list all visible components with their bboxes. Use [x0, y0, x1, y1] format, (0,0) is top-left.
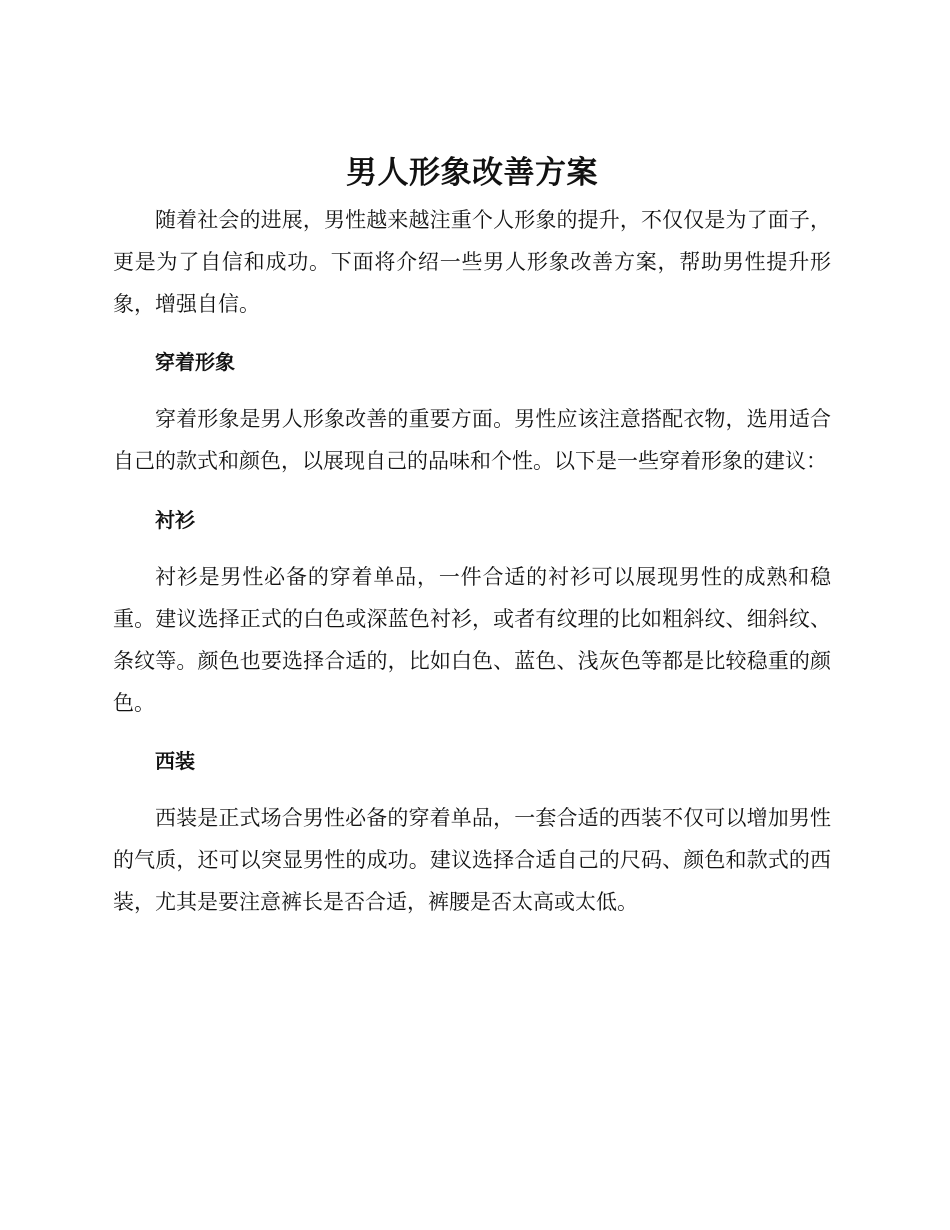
section-heading-clothing: 穿着形象	[155, 350, 235, 374]
section-paragraph-shirt: 衬衫是男性必备的穿着单品，一件合适的衬衫可以展现男性的成熟和稳重。建议选择正式的白色或深蓝色衬衫，或者有纹理的比如粗斜纹、细斜纹、条纹等。颜色也要选择合适的，比如白色、蓝色、浅灰色等都是比较稳重的颜色。	[113, 565, 831, 715]
section-heading-shirt: 衬衫	[155, 508, 195, 532]
document-page	[113, 150, 831, 923]
section-paragraph-clothing: 穿着形象是男人形象改善的重要方面。男性应该注意搭配衣物，选用适合自己的款式和颜色，以展现自己的品味和个性。以下是一些穿着形象的建议：	[113, 407, 831, 473]
section-paragraph-suit: 西装是正式场合男性必备的穿着单品，一套合适的西装不仅可以增加男性的气质，还可以突显男性的成功。建议选择合适自己的尺码、颜色和款式的西装，尤其是要注意裤长是否合适，裤腰是否太高或太低。	[113, 806, 831, 914]
intro-paragraph: 随着社会的进展，男性越来越注重个人形象的提升，不仅仅是为了面子，更是为了自信和成功。下面将介绍一些男人形象改善方案，帮助男性提升形象，增强自信。	[113, 208, 831, 316]
document-title: 男人形象改善方案	[346, 155, 598, 191]
section-heading-suit: 西装	[155, 749, 195, 773]
